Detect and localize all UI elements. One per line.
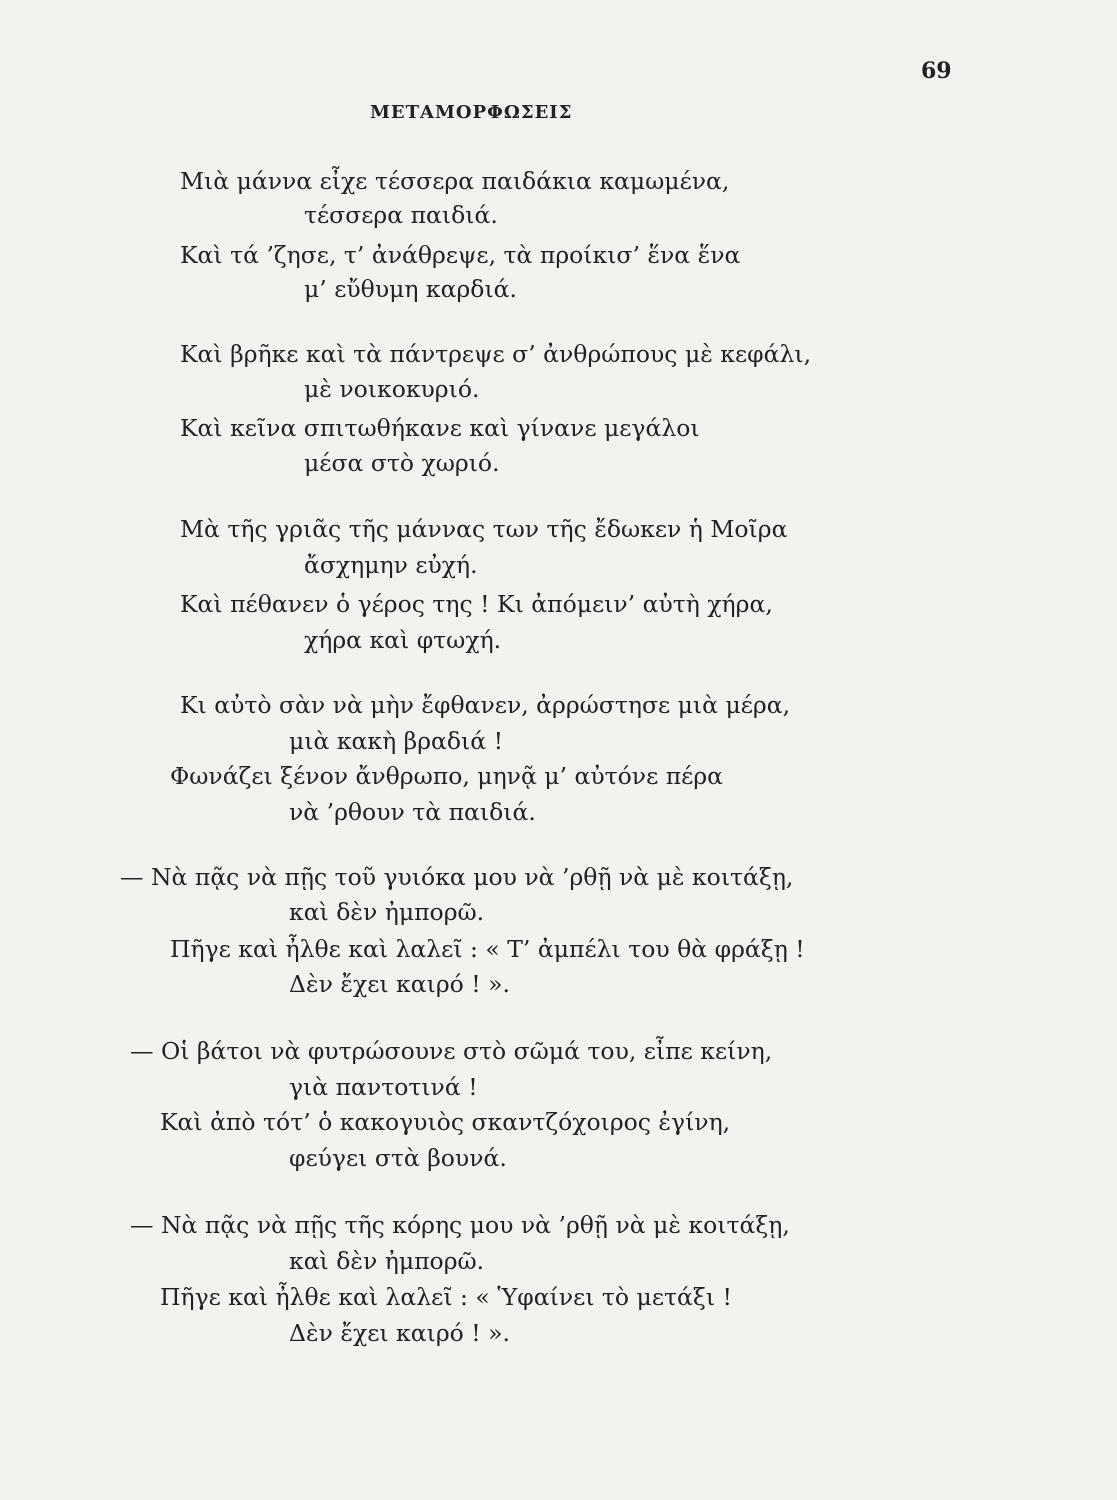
poem-line: μέσα στὸ χωριό. xyxy=(304,449,500,477)
poem-line: μὲ νοικοκυριό. xyxy=(304,375,480,403)
poem-line: καὶ δὲν ἠμπορῶ. xyxy=(289,898,485,926)
poem-line: Καὶ πέθανεν ὁ γέρος της ! Κι ἀπόμειν’ αὐτὴ χήρα, xyxy=(180,590,773,618)
page-number: 69 xyxy=(921,58,952,84)
poem-line: Καὶ βρῆκε καὶ τὰ πάντρεψε σ’ ἀνθρώπους μὲ κεφάλι, xyxy=(180,340,812,368)
poem-line: Καὶ τά ’ζησε, τ’ ἀνάθρεψε, τὰ προίκισ’ ἕνα ἕνα xyxy=(180,241,741,269)
poem-line: καὶ δὲν ἠμπορῶ. xyxy=(289,1247,485,1275)
poem-line: — Νὰ πᾷς νὰ πῇς τῆς κόρης μου νὰ ’ρθῇ νὰ μὲ κοιτάξῃ, xyxy=(130,1211,790,1239)
poem-line: ἄσχημην εὐχή. xyxy=(304,551,478,579)
poem-line: Κι αὐτὸ σὰν νὰ μὴν ἔφθανεν, ἀρρώστησε μιὰ μέρα, xyxy=(180,691,791,719)
poem-line: γιὰ παντοτινά ! xyxy=(289,1073,478,1101)
poem-line: Καὶ ἀπὸ τότ’ ὁ κακογυιὸς σκαντζόχοιρος ἐγίνη, xyxy=(160,1108,731,1136)
poem-line: μ’ εὔθυμη καρδιά. xyxy=(304,275,518,303)
poem-line: νὰ ’ρθουν τὰ παιδιά. xyxy=(289,798,536,826)
poem-line: Καὶ κεῖνα σπιτωθήκανε καὶ γίνανε μεγάλοι xyxy=(180,414,700,442)
poem-line: Μὰ τῆς γριᾶς τῆς μάννας των τῆς ἔδωκεν ἡ Μοῖρα xyxy=(180,515,788,543)
poem-line: Πῆγε καὶ ἦλθε καὶ λαλεῖ : « Τ’ ἀμπέλι του θὰ φράξῃ ! xyxy=(170,935,805,963)
poem-line: Φωνάζει ξένον ἄνθρωπο, μηνᾷ μ’ αὐτόνε πέρα xyxy=(170,762,724,790)
poem-line: Δὲν ἔχει καιρό ! ». xyxy=(289,970,511,998)
poem-line: Πῆγε καὶ ἦλθε καὶ λαλεῖ : « Ὑφαίνει τὸ μετάξι ! xyxy=(160,1283,732,1311)
poem-line: Δὲν ἔχει καιρό ! ». xyxy=(289,1319,511,1347)
poem-line: χήρα καὶ φτωχή. xyxy=(304,626,502,654)
poem-line: φεύγει στὰ βουνά. xyxy=(289,1144,507,1172)
poem-line: Μιὰ μάννα εἶχε τέσσερα παιδάκια καμωμένα, xyxy=(180,167,730,195)
poem-line: τέσσερα παιδιά. xyxy=(304,201,498,229)
poem-line: — Οἱ βάτοι νὰ φυτρώσουνε στὸ σῶμά του, εἶπε κείνη, xyxy=(130,1037,773,1065)
poem-line: μιὰ κακὴ βραδιά ! xyxy=(289,727,504,755)
poem-title: ΜΕΤΑΜΟΡΦΩΣΕΙΣ xyxy=(370,102,573,123)
poem-line: — Νὰ πᾷς νὰ πῇς τοῦ γυιόκα μου νὰ ’ρθῇ νὰ μὲ κοιτάξῃ, xyxy=(120,863,794,891)
